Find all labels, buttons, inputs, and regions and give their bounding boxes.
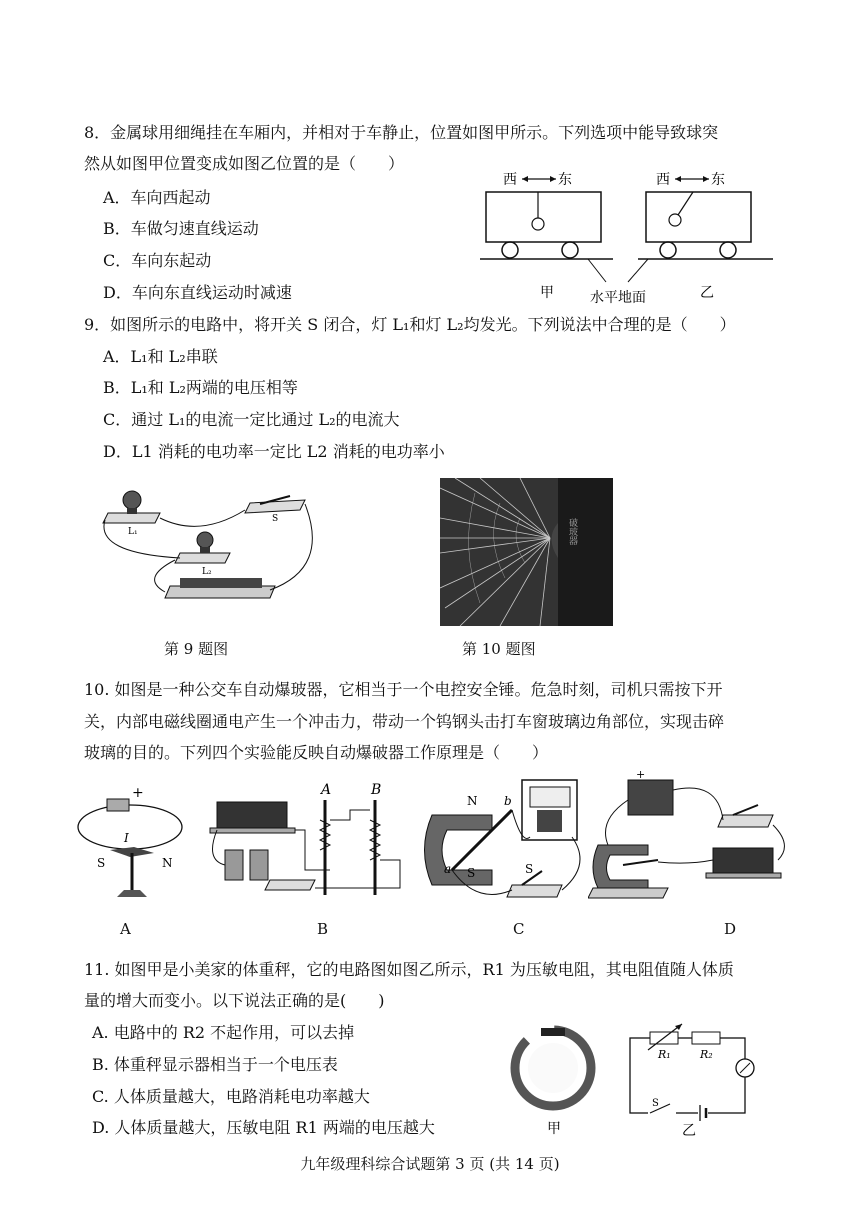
q11-figure-circuit xyxy=(620,1020,760,1140)
q8-east-label-a: 东 xyxy=(558,172,572,188)
q10a-plus: + xyxy=(132,785,144,801)
q11-figure-scale xyxy=(505,1020,605,1140)
q8-figure-carriage xyxy=(478,162,778,307)
q10-figure-a xyxy=(72,785,192,910)
q10-option-label-b: B xyxy=(317,920,329,938)
q10-option-label-d: D xyxy=(724,920,737,938)
q11-label-jia: 甲 xyxy=(547,1121,561,1137)
q11-option-d: D. 人体质量越大，压敏电阻 R1 两端的电压越大 xyxy=(92,1118,435,1137)
q10c-switch: S xyxy=(525,862,534,876)
q10-photo-glass xyxy=(440,478,613,626)
q9-l2-label: L₂ xyxy=(202,567,212,577)
q8-west-label-a: 西 xyxy=(503,172,517,188)
q9-s-label: S xyxy=(272,514,279,524)
q9-l1-label: L₁ xyxy=(128,527,138,537)
q10-stem-line1: 10. 如图是一种公交车自动爆玻器，它相当于一个电控安全锤。危急时刻，司机只需按下开 xyxy=(84,680,723,699)
q9-option-d: D．L1 消耗的电功率一定比 L2 消耗的电功率小 xyxy=(103,442,445,461)
q11-option-b: B. 体重秤显示器相当于一个电压表 xyxy=(92,1055,338,1074)
q11-option-a: A. 电路中的 R2 不起作用，可以去掉 xyxy=(92,1023,355,1042)
q9-option-c: C．通过 L₁的电流一定比通过 L₂的电流大 xyxy=(103,410,400,429)
q8-option-a: A．车向西起动 xyxy=(103,188,211,207)
q10-device-text: 破玻器 xyxy=(567,518,577,545)
q11-stem-line2: 量的增大而变小。以下说法正确的是( ) xyxy=(84,991,385,1010)
q10b-nail-a: A xyxy=(321,782,332,798)
q10a-north: N xyxy=(162,856,173,870)
q8-label-yi: 乙 xyxy=(700,285,714,301)
q10-stem-line2: 关，内部电磁线圈通电产生一个冲击力，带动一个钨钢头击打车窗玻璃边角部位，实现击碎 xyxy=(84,712,725,731)
q10a-south: S xyxy=(97,856,106,870)
q11-label-yi: 乙 xyxy=(682,1123,696,1139)
q11-stem-line1: 11. 如图甲是小美家的体重秤，它的电路图如图乙所示，R1 为压敏电阻，其电阻值随人体质 xyxy=(84,960,734,979)
q10-option-label-a: A xyxy=(120,920,131,938)
q10-figure-caption: 第 10 题图 xyxy=(462,640,536,658)
q8-option-d: D．车向东直线运动时减速 xyxy=(103,283,292,302)
q10c-north: N xyxy=(467,794,478,808)
q8-stem-line2: 然从如图甲位置变成如图乙位置的是（ ） xyxy=(84,154,405,173)
q8-option-b: B．车做匀速直线运动 xyxy=(103,219,259,238)
q11-r2-label: R₂ xyxy=(700,1048,713,1061)
q9-option-b: B．L₁和 L₂两端的电压相等 xyxy=(103,378,298,397)
q8-ground-label: 水平地面 xyxy=(590,290,646,306)
q9-option-a: A．L₁和 L₂串联 xyxy=(103,347,218,366)
q9-figure-circuit xyxy=(100,478,330,613)
q9-figure-caption: 第 9 题图 xyxy=(164,640,229,658)
q11-option-c: C. 人体质量越大，电路消耗电功率越大 xyxy=(92,1087,370,1106)
q10-figure-d xyxy=(588,770,798,905)
q11-r1-label: R₁ xyxy=(658,1048,671,1061)
q8-west-label-b: 西 xyxy=(656,172,670,188)
page-footer: 九年级理科综合试题第 3 页 (共 14 页) xyxy=(300,1155,560,1173)
q10-stem-line3: 玻璃的目的。下列四个实验能反映自动爆破器工作原理是（ ） xyxy=(84,743,549,762)
q10d-plus: + xyxy=(636,770,646,781)
q8-stem-line1: 8．金属球用细绳挂在车厢内，并相对于车静止，位置如图甲所示。下列选项中能导致球突 xyxy=(84,123,719,142)
q10c-label-b: b xyxy=(504,794,512,808)
q10-figure-c xyxy=(422,775,602,905)
q10c-south: S xyxy=(467,866,476,880)
q11-switch-label: S xyxy=(652,1098,659,1109)
q10-option-label-c: C xyxy=(513,920,525,938)
q10c-label-a: a xyxy=(444,862,452,876)
q10a-current: I xyxy=(124,831,129,845)
q10b-nail-b: B xyxy=(371,782,382,798)
q8-option-c: C．车向东起动 xyxy=(103,251,212,270)
q8-east-label-b: 东 xyxy=(711,172,725,188)
q8-label-jia: 甲 xyxy=(540,285,554,301)
q9-stem: 9．如图所示的电路中，将开关 S 闭合，灯 L₁和灯 L₂均发光。下列说法中合理的是（ ） xyxy=(84,315,736,334)
q10-figure-b xyxy=(205,780,410,905)
